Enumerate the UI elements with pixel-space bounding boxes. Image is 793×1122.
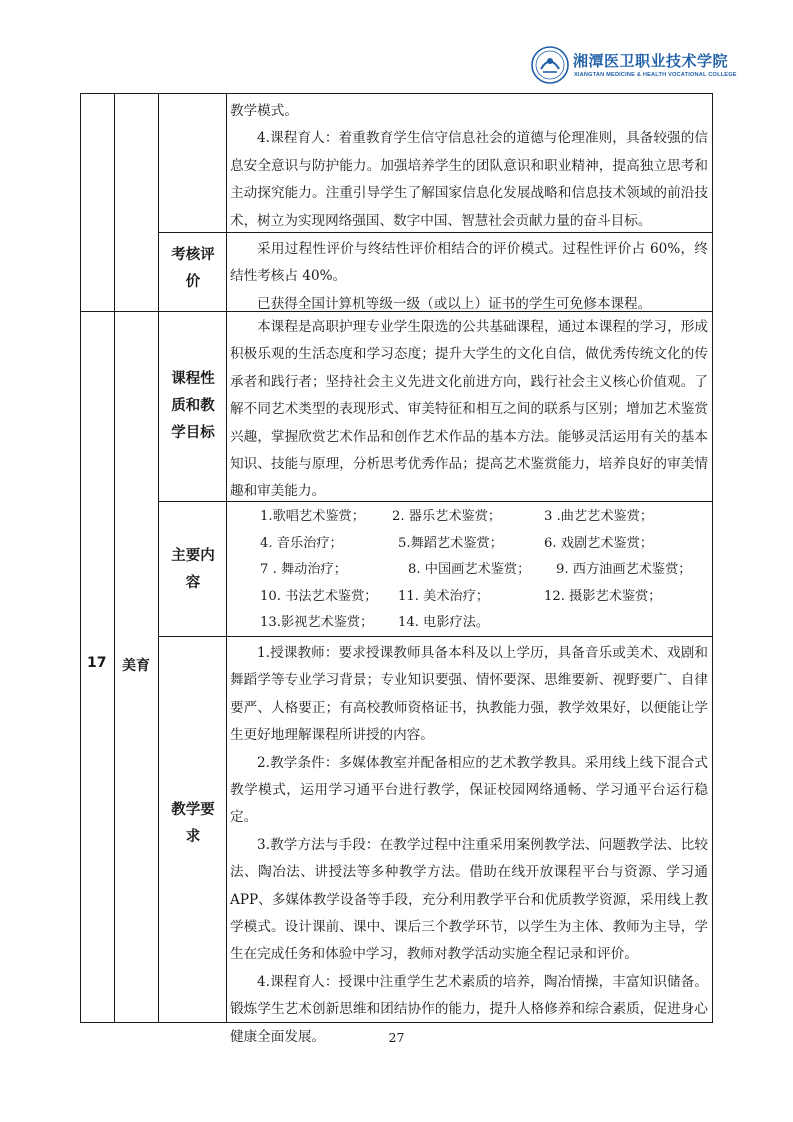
content-item: 10. 书法艺术鉴赏； xyxy=(260,588,378,604)
page-number: 27 xyxy=(388,1030,405,1045)
course-nature-cell xyxy=(230,314,708,506)
label-line: 课程性 xyxy=(171,371,215,387)
teaching-requirements-label xyxy=(164,797,222,851)
row-number: 17 xyxy=(87,655,107,671)
course-nature-label xyxy=(164,366,222,447)
content-row xyxy=(230,611,708,638)
content-row xyxy=(230,532,708,559)
label-line: 质和教 xyxy=(171,398,215,414)
requirements-paragraph: 3.教学方法与手段：在教学过程中注重采用案例教学法、问题教学法、比较法、陶冶法、讲授法等多种教学方法。借助在线开放课程平台与资源、学习通 APP、多媒体教学设备等手段，充分利用教学平台和优质教学资源，采用线上教学模式。设计课前、课中、课后三个教学环节，以学生为主体、教师为主导，学生在完成任务和体验中学习，教师对教学活动实施全程记录和评价。 xyxy=(230,836,708,963)
college-name-en: XIANGTAN MEDICINE & HEALTH VOCATIONAL COLLEGE xyxy=(574,72,737,78)
content-item: 4. 音乐治疗； xyxy=(260,535,343,551)
requirements-paragraph: 4.课程育人：授课中注重学生艺术素质的培养，陶冶情操，丰富知识储备。锻炼学生艺术创新思维和团结协作的能力，提升人格修养和综合素质，促进身心健康全面发展。 xyxy=(230,973,708,1045)
label-line: 教学要 xyxy=(171,802,215,818)
content-item: 3 .曲艺艺术鉴赏； xyxy=(544,509,654,524)
content-row xyxy=(230,585,708,612)
label-line: 学目标 xyxy=(171,425,215,441)
requirements-paragraph: 1.授课教师：要求授课教师具备本科及以上学历，具备音乐或美术、戏剧和舞蹈学等专业学习背景；专业知识要强、情怀要深、思维要新、视野要广、自律要严、人格要正；有高校教师资格证书，执教能力强，教学效果好，以便能让学生更好地理解课程所讲授的内容。 xyxy=(230,645,708,744)
assessment-label xyxy=(164,242,222,296)
content-item: 7 . 舞动治疗； xyxy=(260,562,347,578)
label-line: 求 xyxy=(185,829,201,845)
content-item: 13.影视艺术鉴赏； xyxy=(260,615,374,631)
assessment-paragraph: 采用过程性评价与终结性评价相结合的评价模式。过程性评价占 60%，终结性考核占 40%。 xyxy=(230,241,708,285)
college-emblem-icon xyxy=(531,46,569,84)
content-item: 8. 中国画艺术鉴赏； xyxy=(408,562,531,578)
main-content-label xyxy=(164,543,222,597)
label-line: 考核评 xyxy=(171,247,215,263)
requirements-paragraph: 4.课程育人：着重教育学生信守信息社会的道德与伦理准则，具备较强的信息安全意识与防护能力。加强培养学生的团队意识和职业精神，提高独立思考和主动探究能力。注重引导学生了解国家信息化发展战略和信息技术领域的前沿技术，树立为实现网络强国、数字中国、智慧社会贡献力量的奋斗目标。 xyxy=(230,130,708,229)
label-line: 容 xyxy=(185,575,201,591)
content-row xyxy=(230,505,708,532)
assessment-cell xyxy=(230,236,708,318)
content-row xyxy=(230,558,708,585)
content-item: 12. 摄影艺术鉴赏； xyxy=(544,588,662,604)
content-item: 14. 电影疗法。 xyxy=(398,615,490,631)
course-category: 美育 xyxy=(122,658,150,674)
label-line: 价 xyxy=(185,274,201,290)
college-logo xyxy=(531,46,737,86)
content-item: 2. 器乐艺术鉴赏； xyxy=(392,509,502,524)
course-nature-paragraph: 本课程是高职护理专业学生限选的公共基础课程，通过本课程的学习，形成积极乐观的生活态度和学习态度；提升大学生的文化自信，做优秀传统文化的传承者和践行者；坚持社会主义先进文化前进方向，践行社会主义核心价值观。了解不同艺术类型的表现形式、审美特征和相互之间的联系与区别；增加艺术鉴赏兴趣，掌握欣赏艺术作品和创作艺术作品的基本方法。能够灵活运用有关的基本知识、技能与原理，分析思考优秀作品；提高艺术鉴赏能力，培养良好的审美情趣和审美能力。 xyxy=(230,319,708,500)
college-name-cn: 湘潭医卫职业技术学院 xyxy=(573,52,729,70)
prev-requirements-cell xyxy=(230,98,708,235)
content-item: 9. 西方油画艺术鉴赏； xyxy=(556,562,692,578)
teaching-requirements-cell xyxy=(230,640,708,1051)
content-item: 6. 戏剧艺术鉴赏； xyxy=(544,535,654,551)
grid-line xyxy=(114,93,115,1023)
main-content-cell xyxy=(230,505,708,638)
requirements-paragraph: 教学模式。 xyxy=(230,103,298,119)
requirements-paragraph: 2.教学条件：多媒体教室并配备相应的艺术教学教具。采用线上线下混合式教学模式，运用学习通平台进行教学，保证校园网络通畅、学习通平台运行稳定。 xyxy=(230,754,708,826)
content-item: 1.歌唱艺术鉴赏； xyxy=(260,509,365,524)
label-line: 主要内 xyxy=(171,548,215,564)
content-item: 5.舞蹈艺术鉴赏； xyxy=(398,535,503,551)
assessment-paragraph: 已获得全国计算机等级一级（或以上）证书的学生可免修本课程。 xyxy=(257,295,652,312)
content-item: 11. 美术治疗； xyxy=(398,588,490,604)
